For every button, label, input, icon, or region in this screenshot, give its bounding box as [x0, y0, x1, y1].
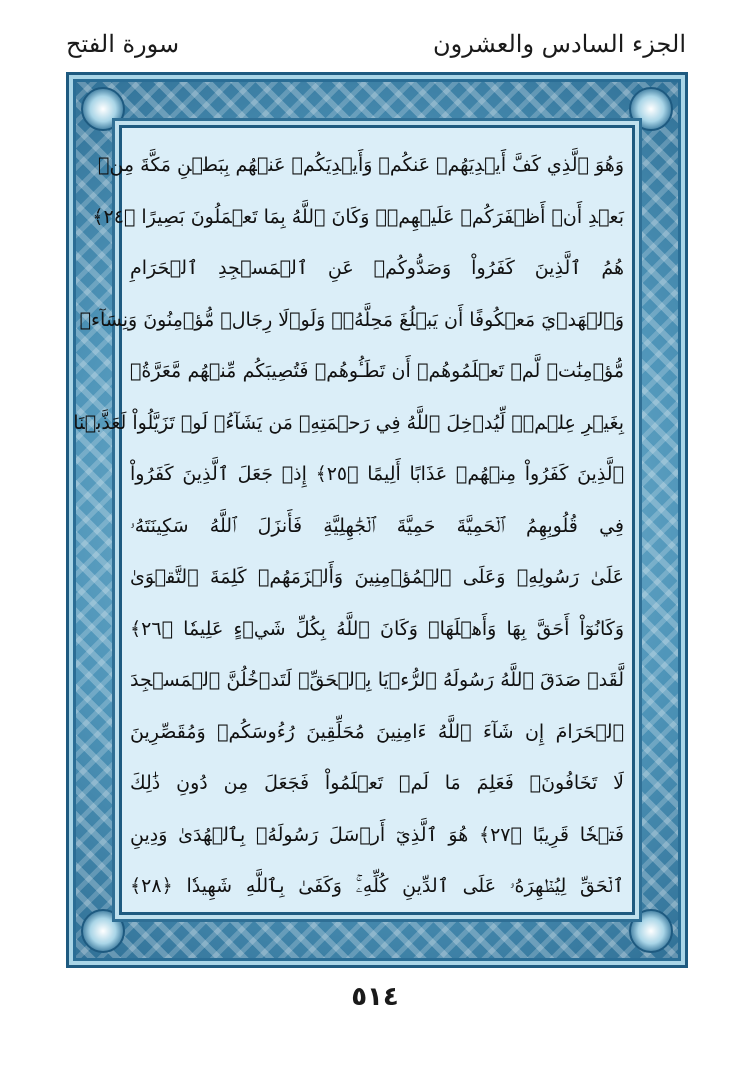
verse-line: بِغَيۡرِ عِلۡمٖۖ لِّيُدۡخِلَ ٱللَّهُ فِي رَحۡمَتِهِۦ مَن يَشَآءُۚ لَوۡ تَزَيَّلُواْ لَعَذَّبۡنَا [73, 411, 624, 434]
verse-line: عَلَىٰ رَسُولِهِۦ وَعَلَى ٱلۡمُؤۡمِنِينَ وَأَلۡزَمَهُمۡ كَلِمَةَ ٱلتَّقۡوَىٰ [130, 566, 624, 588]
verse-line: وَهُوَ ٱلَّذِي كَفَّ أَيۡدِيَهُمۡ عَنكُمۡ وَأَيۡدِيَكُمۡ عَنۡهُم بِبَطۡنِ مَكَّةَ مِنۢ [98, 154, 624, 176]
verse-line: فِي قُلُوبِهِمُ ٱلۡحَمِيَّةَ حَمِيَّةَ ٱلۡجَٰهِلِيَّةِ فَأَنزَلَ ٱللَّهُ سَكِينَتَهُۥ [130, 514, 624, 537]
verse-line: وَكَانُوٓاْ أَحَقَّ بِهَا وَأَهۡلَهَاۚ وَكَانَ ٱللَّهُ بِكُلِّ شَيۡءٍ عَلِيمٗا ﴿٢٦﴾ [130, 617, 624, 640]
verse-lines [73, 140, 624, 900]
surah-title: سورة الفتح [66, 30, 180, 58]
verse-line: هُمُ ٱلَّذِينَ كَفَرُواْ وَصَدُّوكُمۡ عَنِ ٱلۡمَسۡجِدِ ٱلۡحَرَامِ [130, 257, 624, 279]
verse-line: وَٱلۡهَدۡيَ مَعۡكُوفًا أَن يَبۡلُغَ مَحِلَّهُۥۚ وَلَوۡلَا رِجَالٞ مُّؤۡمِنُونَ وَنِسَآءٞ [79, 308, 624, 331]
corner-ornament-icon [629, 87, 673, 131]
verse-line: لَّقَدۡ صَدَقَ ٱللَّهُ رَسُولَهُ ٱلرُّءۡيَا بِٱلۡحَقِّۖ لَتَدۡخُلُنَّ ٱلۡمَسۡجِدَ [130, 669, 624, 691]
ornamental-frame [66, 72, 688, 968]
juz-title: الجزء السادس والعشرون [433, 30, 686, 58]
verse-line: ٱلۡحَرَامَ إِن شَآءَ ٱللَّهُ ءَامِنِينَ مُحَلِّقِينَ رُءُوسَكُمۡ وَمُقَصِّرِينَ [130, 720, 624, 743]
page-header [66, 30, 686, 70]
verse-line: مُّؤۡمِنَٰتٞ لَّمۡ تَعۡلَمُوهُمۡ أَن تَطَـُٔوهُمۡ فَتُصِيبَكُم مِّنۡهُم مَّعَرَّةُۢ [130, 360, 624, 382]
corner-ornament-icon [629, 909, 673, 953]
verse-line: لَا تَخَافُونَۖ فَعَلِمَ مَا لَمۡ تَعۡلَمُواْ فَجَعَلَ مِن دُونِ ذَٰلِكَ [130, 772, 624, 794]
corner-ornament-icon [81, 909, 125, 953]
page-number: ٥١٤ [351, 982, 399, 1012]
verse-line: ٱلَّذِينَ كَفَرُواْ مِنۡهُمۡ عَذَابًا أَلِيمًا ﴿٢٥﴾ إِذۡ جَعَلَ ٱلَّذِينَ كَفَرُواْ [130, 463, 624, 485]
verse-line: ٱلۡحَقِّ لِيُظۡهِرَهُۥ عَلَى ٱلدِّينِ كُلِّهِۦۚ وَكَفَىٰ بِٱللَّهِ شَهِيدٗا ﴿٢٨﴾ [130, 875, 624, 897]
verse-line: بَعۡدِ أَنۡ أَظۡفَرَكُمۡ عَلَيۡهِمۡۚ وَكَانَ ٱللَّهُ بِمَا تَعۡمَلُونَ بَصِيرًا ﴿٢٤﴾ [92, 205, 624, 228]
text-panel [73, 125, 635, 915]
verse-line: فَتۡحٗا قَرِيبًا ﴿٢٧﴾ هُوَ ٱلَّذِيٓ أَرۡسَلَ رَسُولَهُۥ بِٱلۡهُدَىٰ وَدِينِ [130, 823, 624, 846]
